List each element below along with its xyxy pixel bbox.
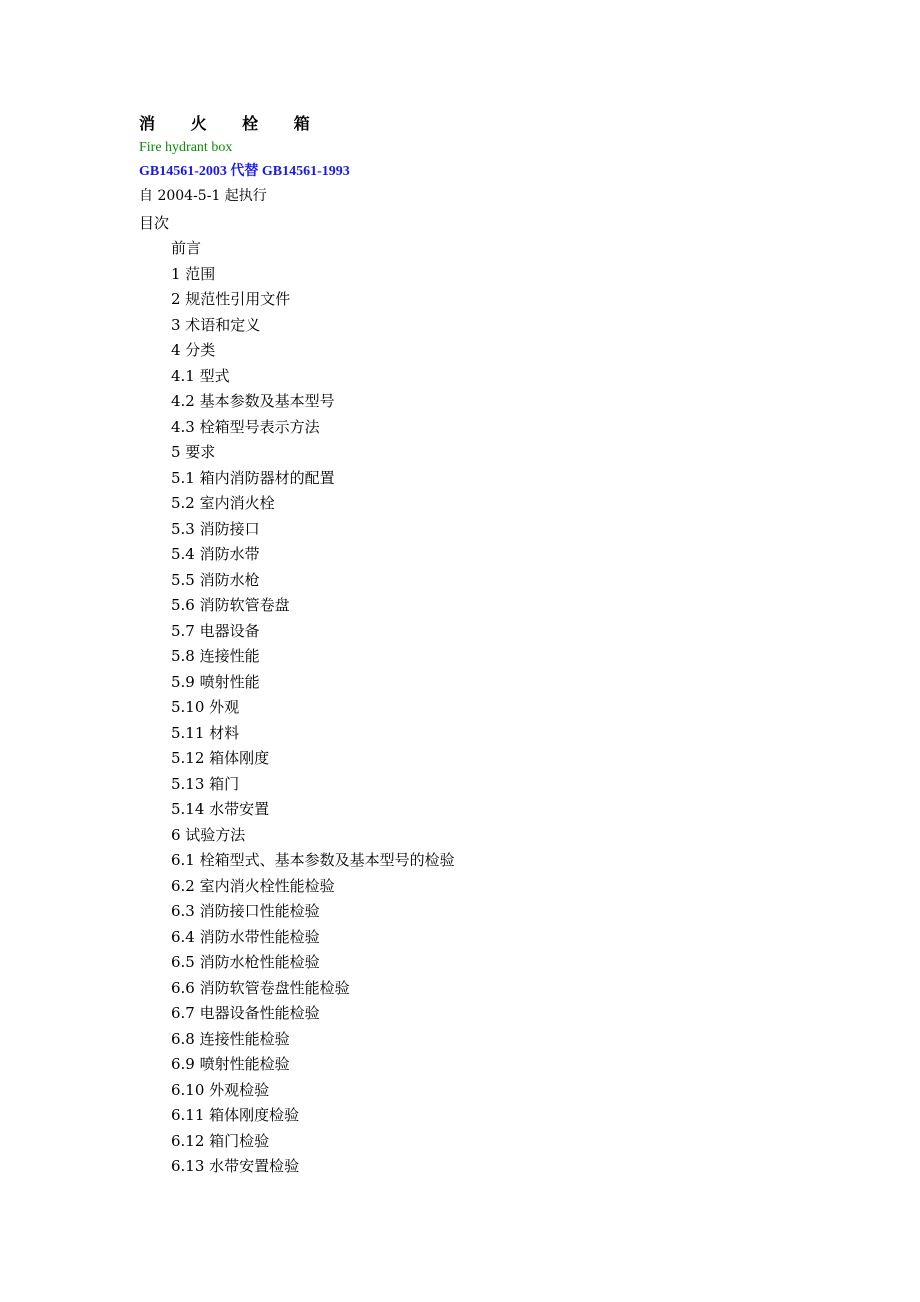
- toc-item: 5.12 箱体刚度: [171, 749, 270, 767]
- toc-item: 5.10 外观: [171, 698, 240, 716]
- toc-item: 2 规范性引用文件: [171, 290, 291, 308]
- toc-item: 6.5 消防水枪性能检验: [171, 953, 320, 971]
- toc-item: 5.11 材料: [171, 723, 240, 742]
- toc-item: 4.1 型式: [171, 366, 230, 385]
- standard-number: GB14561-2003 代替 GB14561-1993: [139, 164, 350, 179]
- toc-item: 5.4 消防水带: [171, 545, 260, 563]
- toc-item: 1 范围: [171, 264, 216, 283]
- toc-item: 5.1 箱内消防器材的配置: [171, 468, 335, 487]
- toc-item: 5.13 箱门: [171, 774, 240, 793]
- toc-item: 5.9 喷射性能: [171, 672, 260, 691]
- toc-item: 6.10 外观检验: [171, 1080, 270, 1099]
- toc-item: 6.13 水带安置检验: [171, 1157, 300, 1175]
- toc-item: 5.8 连接性能: [171, 647, 260, 665]
- table-of-contents: [171, 236, 455, 1180]
- toc-item: 5.6 消防软管卷盘: [171, 596, 290, 614]
- toc-heading: 目次: [139, 214, 170, 232]
- toc-item: 6.6 消防软管卷盘性能检验: [171, 978, 350, 997]
- toc-item: 5 要求: [171, 443, 216, 461]
- toc-item: 6.7 电器设备性能检验: [171, 1004, 320, 1022]
- effective-date: 自 2004-5-1 起执行: [139, 188, 267, 204]
- toc-item: 3 术语和定义: [171, 315, 261, 334]
- toc-item: 4 分类: [171, 341, 216, 359]
- toc-item: 5.3 消防接口: [171, 519, 260, 538]
- document-title: 消 火 栓 箱: [139, 114, 325, 133]
- toc-item: 6.3 消防接口性能检验: [171, 902, 320, 920]
- toc-item: 6.11 箱体刚度检验: [171, 1106, 300, 1124]
- toc-item: 前言: [171, 239, 202, 257]
- toc-item: 5.5 消防水枪: [171, 570, 260, 589]
- toc-item: 6 试验方法: [171, 825, 246, 844]
- toc-item: 5.14 水带安置: [171, 800, 270, 818]
- toc-item: 6.4 消防水带性能检验: [171, 927, 320, 946]
- toc-item: 6.9 喷射性能检验: [171, 1055, 290, 1073]
- english-title: Fire hydrant box: [139, 140, 233, 155]
- toc-item: 6.2 室内消火栓性能检验: [171, 876, 335, 895]
- toc-item: 4.3 栓箱型号表示方法: [171, 417, 320, 436]
- toc-item: 6.1 栓箱型式、基本参数及基本型号的检验: [171, 851, 455, 869]
- toc-item: 5.2 室内消火栓: [171, 494, 275, 512]
- toc-item: 6.12 箱门检验: [171, 1131, 270, 1150]
- toc-item: 6.8 连接性能检验: [171, 1029, 290, 1048]
- toc-item: 5.7 电器设备: [171, 621, 260, 640]
- toc-item: 4.2 基本参数及基本型号: [171, 392, 335, 410]
